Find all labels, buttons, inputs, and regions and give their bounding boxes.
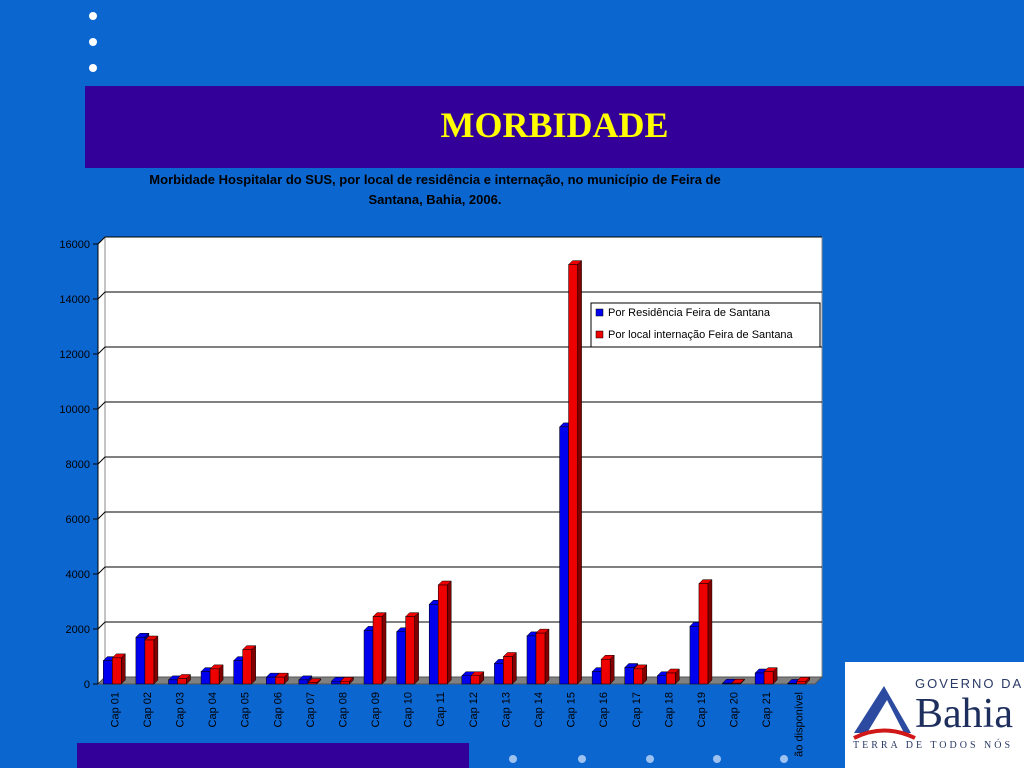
bar <box>364 630 373 684</box>
bar <box>788 683 797 684</box>
y-tick-label: 10000 <box>59 404 90 416</box>
legend-swatch <box>596 309 603 316</box>
governo-bahia-logo <box>845 662 1024 768</box>
bar <box>471 676 480 684</box>
bottom-band <box>77 743 469 768</box>
decor-dot <box>713 755 721 763</box>
y-tick-label: 8000 <box>65 459 90 471</box>
bar <box>494 663 503 684</box>
bar-side <box>610 655 614 684</box>
y-tick-label: 4000 <box>65 569 90 581</box>
x-tick-label: Cap 15 <box>565 692 578 728</box>
bar-side <box>512 653 516 685</box>
bar <box>145 640 154 684</box>
bar <box>723 683 732 684</box>
legend-swatch <box>596 331 603 338</box>
bar-side <box>447 581 451 684</box>
logo-bottom-text: TERRA DE TODOS NÓS <box>853 740 1014 751</box>
x-tick-label: Cap 21 <box>761 692 774 728</box>
bar <box>462 676 471 684</box>
y-tick-label: 14000 <box>59 294 90 306</box>
x-tick-label: Cap 18 <box>663 692 676 728</box>
bar <box>592 672 601 684</box>
legend-label: Por local internação Feira de Santana <box>608 329 793 341</box>
bar-side <box>154 636 158 684</box>
bar <box>266 677 275 684</box>
x-tick-label: Cap 05 <box>239 692 252 728</box>
y-tick-label: 16000 <box>59 239 90 251</box>
bar <box>536 633 545 684</box>
x-tick-label: Cap 01 <box>109 692 122 728</box>
bar <box>308 683 317 684</box>
decor-dot <box>780 755 788 763</box>
bar <box>234 661 243 684</box>
x-tick-label: Cap 09 <box>370 692 383 728</box>
bar <box>201 672 210 684</box>
bar-side <box>252 646 256 684</box>
logo-mark-icon <box>849 678 919 748</box>
bar-side <box>708 580 712 684</box>
bar <box>699 584 708 684</box>
chart-caption-line-2: Santana, Bahia, 2006. <box>368 192 502 207</box>
logo-main-text: Bahia <box>915 691 1013 737</box>
x-tick-label: Cap 02 <box>141 692 154 728</box>
y-tick-label: 12000 <box>59 349 90 361</box>
legend-label: Por Residência Feira de Santana <box>608 307 771 319</box>
bar <box>634 669 643 684</box>
y-tick-label: 6000 <box>65 514 90 526</box>
x-tick-label: Cap 12 <box>467 692 480 728</box>
bar <box>569 265 578 684</box>
bar-side <box>415 613 419 684</box>
bar <box>797 681 806 684</box>
x-tick-label: Cap 19 <box>695 692 708 728</box>
bar <box>373 617 382 684</box>
bar <box>397 632 406 684</box>
bar <box>755 673 764 684</box>
bar <box>429 604 438 684</box>
x-tick-label: Cap 10 <box>402 692 415 728</box>
bar-side <box>121 654 125 684</box>
bar <box>527 636 536 684</box>
bar <box>112 658 121 684</box>
bar <box>136 637 145 684</box>
decor-dot <box>578 755 586 763</box>
x-tick-label: Cap 16 <box>598 692 611 728</box>
bar <box>103 661 112 684</box>
x-tick-label: Cap 04 <box>207 692 220 728</box>
bar <box>657 676 666 684</box>
bar <box>168 680 177 684</box>
decor-dot <box>646 755 654 763</box>
x-tick-label: ão disponível <box>793 692 806 757</box>
bar-side <box>578 261 582 684</box>
bar <box>210 669 219 684</box>
x-tick-label: Cap 03 <box>174 692 187 728</box>
bar <box>690 626 699 684</box>
bar <box>177 679 186 685</box>
bar-side <box>382 613 386 684</box>
bar <box>666 673 675 684</box>
x-tick-label: Cap 06 <box>272 692 285 728</box>
x-tick-label: Cap 07 <box>304 692 317 728</box>
decor-dot <box>509 755 517 763</box>
slide-title: MORBIDADE <box>440 105 669 145</box>
bar <box>331 681 340 684</box>
logo-top-text: GOVERNO DA <box>915 676 1024 691</box>
y-tick-label: 2000 <box>65 624 90 636</box>
bar <box>764 672 773 684</box>
bar <box>601 659 610 684</box>
bar <box>625 668 634 685</box>
bar <box>560 427 569 684</box>
bar <box>275 677 284 684</box>
x-tick-label: Cap 20 <box>728 692 741 728</box>
x-tick-label: Cap 17 <box>630 692 643 728</box>
bar <box>406 617 415 684</box>
bar-side <box>545 629 549 684</box>
bar <box>732 683 741 684</box>
bar <box>340 681 349 684</box>
y-tick-label: 0 <box>83 679 90 691</box>
x-tick-label: Cap 08 <box>337 692 350 728</box>
x-tick-label: Cap 13 <box>500 692 513 728</box>
chart-caption-line-1: Morbidade Hospitalar do SUS, por local de residência e internação, no município de Feira de <box>149 172 721 187</box>
bar <box>503 657 512 685</box>
bar <box>243 650 252 684</box>
x-tick-label: Cap 11 <box>435 692 448 727</box>
bar <box>299 680 308 684</box>
bar <box>438 585 447 684</box>
x-tick-label: Cap 14 <box>532 692 545 728</box>
